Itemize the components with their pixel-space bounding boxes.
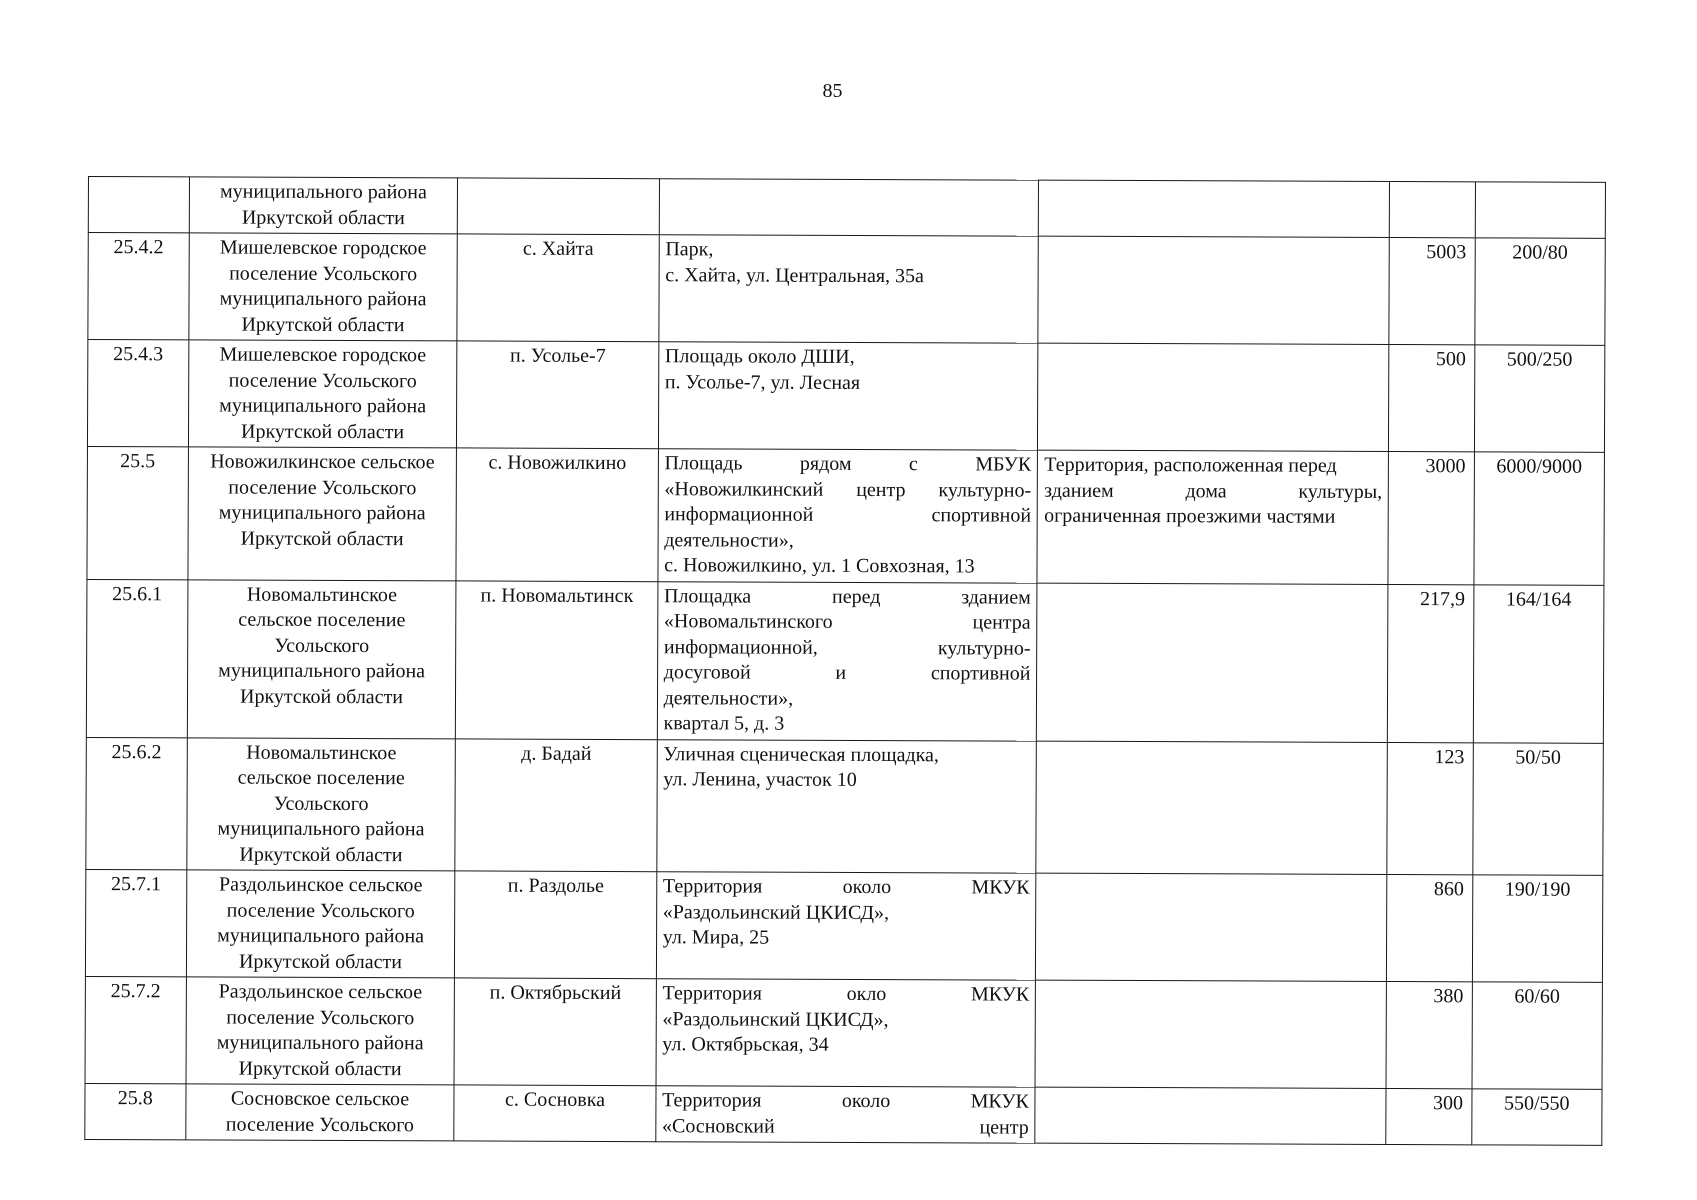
table-row	[88, 177, 1605, 239]
capacity-cell: 6000/9000	[1474, 452, 1605, 585]
municipality-line: Новомальтинское	[246, 741, 397, 764]
address-line: «Раздольинский ЦКИСД»,	[662, 900, 890, 924]
area-cell: 300	[1386, 1088, 1471, 1144]
page-number: 85	[822, 80, 843, 102]
municipality-line: сельское поселение	[238, 608, 406, 632]
settlement-cell: с. Новожилкино	[456, 448, 658, 581]
area-cell	[1390, 181, 1475, 237]
table-row	[88, 233, 1605, 346]
row-number-cell	[88, 177, 189, 233]
address-line: «Раздольинский ЦКИСД»,	[662, 1007, 889, 1031]
address-cell	[656, 872, 1036, 980]
row-number-cell: 25.7.2	[85, 976, 186, 1083]
area-cell: 5003	[1389, 237, 1475, 344]
settlement-cell: д. Бадай	[455, 738, 657, 871]
address-line: с. Хайта, ул. Центральная, 35а	[665, 263, 924, 287]
municipality-line: муниципального района	[216, 1031, 424, 1055]
area-cell: 3000	[1388, 451, 1474, 584]
address-line: досуговой и спортивной	[663, 661, 1031, 685]
address-cell	[659, 235, 1039, 343]
address-cell	[657, 581, 1037, 740]
venues-table	[84, 176, 1606, 1146]
address-line: ул. Ленина, участок 10	[663, 768, 857, 791]
settlement-cell	[458, 178, 659, 235]
municipality-line: муниципального района	[219, 287, 427, 311]
municipality-line: Иркутской области	[238, 1057, 402, 1080]
municipality-line: сельское поселение	[237, 766, 405, 790]
address-cell	[656, 739, 1036, 873]
municipality-line: Раздольинское сельское	[219, 873, 423, 897]
municipality-cell	[185, 1084, 454, 1141]
capacity-cell: 190/190	[1472, 875, 1603, 982]
description-cell	[1037, 583, 1389, 742]
capacity-cell: 60/60	[1472, 982, 1603, 1089]
capacity-cell: 550/550	[1471, 1089, 1602, 1146]
table-row	[85, 869, 1602, 982]
address-line: «Новожилкинский центр культурно-	[664, 477, 1032, 502]
municipality-line: Иркутской области	[239, 843, 403, 866]
municipality-cell	[189, 177, 458, 234]
settlement-cell: п. Раздолье	[455, 871, 657, 979]
table-row	[86, 579, 1604, 743]
description-cell	[1036, 741, 1388, 875]
table-row	[85, 1083, 1602, 1145]
address-line: Уличная сценическая площадка,	[663, 742, 939, 766]
description-cell	[1037, 450, 1389, 584]
capacity-cell: 200/80	[1474, 238, 1605, 345]
address-line: Территория около МКУК	[662, 875, 1030, 899]
municipality-line: Усольского	[273, 792, 369, 815]
table-row	[86, 737, 1603, 875]
address-line: информационной, культурно-	[663, 635, 1031, 660]
area-cell: 860	[1387, 874, 1473, 981]
municipality-line: Иркутской области	[241, 420, 405, 443]
area-cell: 380	[1386, 981, 1472, 1088]
address-line: Территория окло МКУК	[662, 982, 1030, 1006]
row-number-cell: 25.6.1	[86, 579, 187, 737]
description-cell	[1039, 180, 1390, 237]
settlement-cell: с. Сосновка	[454, 1085, 655, 1142]
capacity-cell	[1475, 182, 1606, 239]
municipality-line: муниципального района	[217, 817, 425, 841]
municipality-line: поселение Усольского	[229, 262, 418, 285]
municipality-line: поселение Усольского	[228, 369, 417, 392]
municipality-line: Иркутской области	[240, 527, 404, 550]
municipality-line: Мишелевское городское	[219, 236, 427, 260]
description-line: ограниченная проезжими частями	[1044, 504, 1336, 528]
description-cell	[1038, 343, 1389, 451]
row-number-cell: 25.4.2	[88, 233, 189, 340]
municipality-line: муниципального района	[218, 501, 426, 525]
address-cell	[658, 449, 1038, 583]
municipality-line: муниципального района	[218, 659, 426, 683]
area-cell: 500	[1389, 344, 1475, 451]
address-line: деятельности»,	[663, 686, 794, 710]
municipality-line: Иркутской области	[241, 206, 405, 229]
municipality-line: поселение Усольского	[226, 1006, 415, 1029]
address-line: с. Новожилкино, ул. 1 Совхозная, 13	[664, 554, 975, 578]
municipality-line: Иркутской области	[238, 950, 403, 973]
municipality-line: Сосновское сельское	[230, 1087, 410, 1111]
address-line: Парк,	[665, 238, 714, 261]
municipality-line: Новожилкинское сельское	[210, 450, 435, 474]
address-line: деятельности»,	[664, 528, 794, 552]
municipality-line: муниципального района	[219, 394, 427, 418]
municipality-line: Иркутской области	[239, 685, 404, 708]
municipality-line: поселение Усольского	[225, 1113, 414, 1136]
municipality-cell	[188, 233, 457, 341]
settlement-cell: п. Усолье-7	[457, 341, 659, 449]
municipality-line: Мишелевское городское	[219, 343, 427, 367]
municipality-line: поселение Усольского	[226, 899, 415, 922]
description-cell	[1035, 1087, 1386, 1144]
area-cell: 217,9	[1388, 584, 1474, 742]
municipality-line: Усольского	[274, 634, 370, 657]
table-row	[87, 340, 1604, 453]
table-row	[85, 976, 1602, 1089]
capacity-cell: 50/50	[1472, 742, 1603, 875]
description-cell	[1035, 980, 1386, 1088]
municipality-line: Раздольинское сельское	[218, 980, 423, 1004]
municipality-line: Иркутской области	[241, 313, 405, 336]
description-cell	[1038, 236, 1389, 344]
row-number-cell: 25.5	[87, 446, 188, 579]
row-number-cell: 25.6.2	[86, 737, 187, 870]
address-line: информационной спортивной	[664, 503, 1032, 527]
municipality-cell	[187, 579, 457, 738]
address-cell	[659, 179, 1039, 236]
address-cell	[655, 1086, 1035, 1143]
row-number-cell: 25.7.1	[85, 869, 186, 976]
municipality-line: муниципального района	[217, 924, 425, 948]
address-line: «Сосновский центр	[661, 1114, 1029, 1139]
municipality-cell	[188, 340, 457, 448]
municipality-cell	[186, 977, 455, 1085]
municipality-line: Новомальтинское	[246, 583, 398, 606]
description-line: зданием дома культуры,	[1044, 479, 1383, 503]
address-line: Площадь рядом с МБУК	[664, 452, 1032, 476]
address-cell	[658, 342, 1038, 450]
municipality-line: муниципального района	[219, 180, 427, 204]
settlement-cell: п. Новомальтинск	[456, 580, 658, 739]
row-number-cell: 25.8	[85, 1083, 186, 1139]
municipality-line: поселение Усольского	[228, 476, 417, 499]
area-cell: 123	[1387, 742, 1473, 875]
description-line: Территория, расположенная перед	[1044, 453, 1337, 477]
address-line: Площадка перед зданием	[663, 584, 1031, 609]
address-line: Площадь около ДШИ,	[664, 345, 855, 368]
settlement-cell: п. Октябрьский	[454, 978, 656, 1086]
capacity-cell: 500/250	[1474, 345, 1605, 452]
address-line: Территория около МКУК	[662, 1089, 1029, 1113]
description-cell	[1036, 873, 1387, 981]
row-number-cell: 25.4.3	[87, 340, 188, 447]
address-line: ул. Октябрьская, 34	[662, 1033, 829, 1056]
settlement-cell: с. Хайта	[457, 234, 659, 342]
address-line: ул. Мира, 25	[662, 926, 770, 949]
address-line: п. Усолье-7, ул. Лесная	[664, 370, 861, 394]
table-row	[87, 446, 1604, 584]
municipality-cell	[186, 870, 455, 978]
address-line: квартал 5, д. 3	[663, 712, 785, 735]
address-line: «Новомальтинского центра	[663, 610, 1031, 634]
municipality-cell	[186, 737, 455, 871]
municipality-cell	[188, 447, 457, 581]
address-cell	[656, 979, 1036, 1087]
capacity-cell: 164/164	[1473, 584, 1604, 742]
